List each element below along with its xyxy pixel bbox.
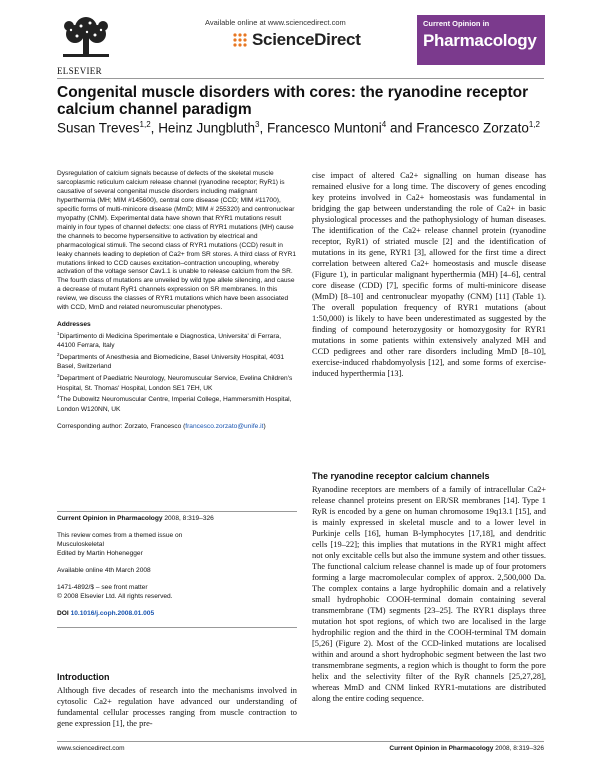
article-title: Congenital muscle disorders with cores: the ryanodine receptor calcium channel paradigm — [57, 84, 529, 118]
address-number: 1 — [57, 331, 60, 337]
article-info-box — [57, 508, 297, 631]
address-item — [57, 330, 297, 351]
info-divider-top — [57, 511, 297, 512]
address-text: Departments of Anesthesia and Biomedicine, Basel University Hospital, 4031 Basel, Switzerland — [57, 354, 285, 371]
abstract-column — [57, 170, 297, 440]
author-name: Heinz Jungbluth — [158, 120, 256, 136]
footer-citation: Current Opinion in Pharmacology 2008, 8:319–326 — [389, 745, 544, 752]
sciencedirect-name: ScienceDirect — [252, 30, 361, 49]
elsevier-tree-icon — [57, 14, 115, 60]
journal-banner-small: Current Opinion in — [423, 19, 490, 28]
author-name: Francesco Zorzato — [416, 120, 529, 136]
author-name: Susan Treves — [57, 120, 140, 136]
author-separator: and — [386, 120, 417, 136]
info-divider-bottom — [57, 627, 297, 628]
address-item — [57, 351, 297, 372]
header-divider — [57, 78, 544, 79]
sciencedirect-brand — [232, 30, 361, 50]
footer-website[interactable]: www.sciencedirect.com — [57, 745, 125, 752]
addresses-block — [57, 321, 297, 414]
ryanodine-heading: The ryanodine receptor calcium channels — [312, 471, 490, 481]
address-text: Department of Paediatric Neurology, Neuromuscular Service, Evelina Children's Hospital, St. Thomas' Hospital, London SE1 7EH, UK — [57, 375, 293, 392]
themed-issue: This review comes from a themed issue on Musculoskeletal Edited by Martin Hohenegger — [57, 531, 183, 557]
author-list — [57, 116, 544, 137]
sciencedirect-logo-icon — [232, 32, 248, 48]
address-number: 2 — [57, 352, 60, 358]
doi: DOI 10.1016/j.coph.2008.01.005 — [57, 609, 155, 617]
address-number: 3 — [57, 373, 60, 379]
address-text: The Dubowitz Neuromuscular Centre, Imperial College, Hammersmith Hospital, London W120NN, UK — [57, 396, 292, 413]
ryanodine-section — [312, 471, 546, 704]
right-column-text — [312, 170, 546, 379]
corresponding-email-link[interactable]: francesco.zorzato@unife.it — [185, 422, 264, 430]
introduction-heading: Introduction — [57, 672, 110, 682]
corresponding-author: Corresponding author: Zorzato, Francesco (francesco.zorzato@unife.it) — [57, 422, 266, 430]
address-number: 4 — [57, 394, 60, 400]
copyright-block: 1471-4892/$ – see front matter © 2008 Elsevier Ltd. All rights reserved. — [57, 583, 173, 600]
body-paragraph-1: cise impact of altered Ca2+ signalling on human disease has remained elusive for a long time. The discovery of genes encoding key proteins involved in Ca2+ homeostasis was fundamental in bridging the gap between understanding the role of Ca2+ in basic physiological processes and the pathophysiology of human diseases. The identification of the Ca2+ release channel protein (ryanodine receptor, RyR1) of striated muscle [2] and the identification of mutations in its gene, RYR1 [3], allowed for the first time a direct correlation between altered Ca2+ homeostasis and muscle disease (Figure 1), in particular malignant hyperthermia (MH) [4–6], central core disease (CDD) [7], specific forms of multi-minicore disease (MmD) [8–10] and centronuclear myopathy (CNM) [11] (Table 1). The overall population frequency of RYR1 mutations (about 1:50,000) is likely to have been underestimated as suggested by the finding of compound heterozygosity or homozygosity for RYR1 mutations in some patients within extensively analyzed MH and CCD pedigrees and other rare disorders including MmD [8–10], exercise-induced rhabdomyolysis [12], and some forms of exercise-induced hyperthermia [13]. — [312, 171, 546, 378]
address-text: Dipartimento di Medicina Sperimentale e Diagnostica, Universita' di Ferrara, 44100 Ferrara, Italy — [57, 333, 282, 350]
abstract-text: Dysregulation of calcium signals because of defects of the skeletal muscle sarcoplasmic reticulum calcium release channel (ryanodine receptor; RyR1) is causative of several congenital muscle disorders including malignant hyperthermia (MH; MIM #145600), central core disease (CCD; MIM #11700), specific forms of multi-minicore disease (MmD; MIM # 255320) and centronuclear myopathy (CNM). Experimental data have shown that RYR1 mutations result mainly in four types of channel defects: one class of RYR1 mutations (MH) cause the channels to become hypersensitive to activation by electrical and pharmacological stimuli. The second class of RYR1 mutations (CCD) result in leaky channels leading to depletion of Ca2+ from SR stores. A third class of RYR1 mutations linked to CCD causes excitation–contraction uncoupling, whereby activation of the voltage sensor Cav1.1 is unable to release calcium from the SR. The fourth class of mutations are unveiled by wild type allele silencing, and cause a decrease of mutant RyR1 channels expression on SR membranes. In this review, we discuss the classes of RYR1 mutations which have been associated with CCD, MmD and related neuromuscular phenotypes. — [57, 170, 297, 312]
author-separator: , — [150, 120, 159, 136]
author-affiliation: 3 — [255, 120, 260, 129]
page-header — [0, 0, 600, 78]
author-affiliation: 1,2 — [139, 120, 151, 129]
introduction-text: Although five decades of research into the mechanisms involved in cytosolic Ca2+ regulation have advanced our understanding of fundamental cellular processes ranging from muscle contraction to gene expression [1], the pre- — [57, 686, 297, 728]
address-item — [57, 372, 297, 393]
addresses-heading: Addresses — [57, 321, 91, 329]
author-separator: , — [259, 120, 267, 136]
publisher-name: ELSEVIER — [57, 66, 102, 76]
footer-divider — [57, 741, 544, 742]
author-name: Francesco Muntoni — [266, 120, 382, 136]
author-affiliation: 4 — [381, 120, 387, 129]
doi-link[interactable]: 10.1016/j.coph.2008.01.005 — [70, 609, 155, 617]
address-item — [57, 393, 297, 414]
journal-banner — [417, 15, 545, 65]
available-date: Available online 4th March 2008 — [57, 566, 151, 574]
introduction-section — [57, 672, 297, 729]
available-online: Available online at www.sciencedirect.com — [205, 18, 346, 27]
elsevier-logo — [57, 14, 115, 68]
address-list — [57, 330, 297, 414]
journal-citation: Current Opinion in Pharmacology 2008, 8:319–326 — [57, 515, 214, 522]
author-affiliation: 1,2 — [528, 120, 540, 129]
journal-banner-title: Pharmacology — [423, 30, 537, 50]
ryanodine-text: Ryanodine receptors are members of a family of intracellular Ca2+ release channel proteins present on ER/SR membranes [14]. Type 1 RyR is encoded by a gene on human chromosome 19q13.1 [15], and is mainly expressed in skeletal muscle and to a lower level in Purkinje cells [16], human B-lymphocytes [17,18], and dendritic cells [19–22]; this implies that mutations in the RYR1 might affect not only excitable cells but also the immune system and other tissues. The functional calcium release channel is made up of four protomers forming a large macromolecular complex of approx. 2,500,000 Da. The complex contains a large hydrophilic domain and a relatively small hydrophobic COOH-terminal domain containing several transmembrane (TM) segments [23–25]. The RYR1 displays three mutation hot spot regions, of which two are localised in the large hydrophilic region and the third in the COOH-terminal TM domain [5,26] (Figure 2). Most of the CCD-linked mutations are localised within and around a short hydrophobic segment between the last two transmembrane segments, a region which is thought to form the pore helix and the selectivity filter of the RyR channels [25,27,28], whereas MmD and CNM linked RYR1-mutations are distributed along the entire coding sequence. — [312, 485, 546, 703]
